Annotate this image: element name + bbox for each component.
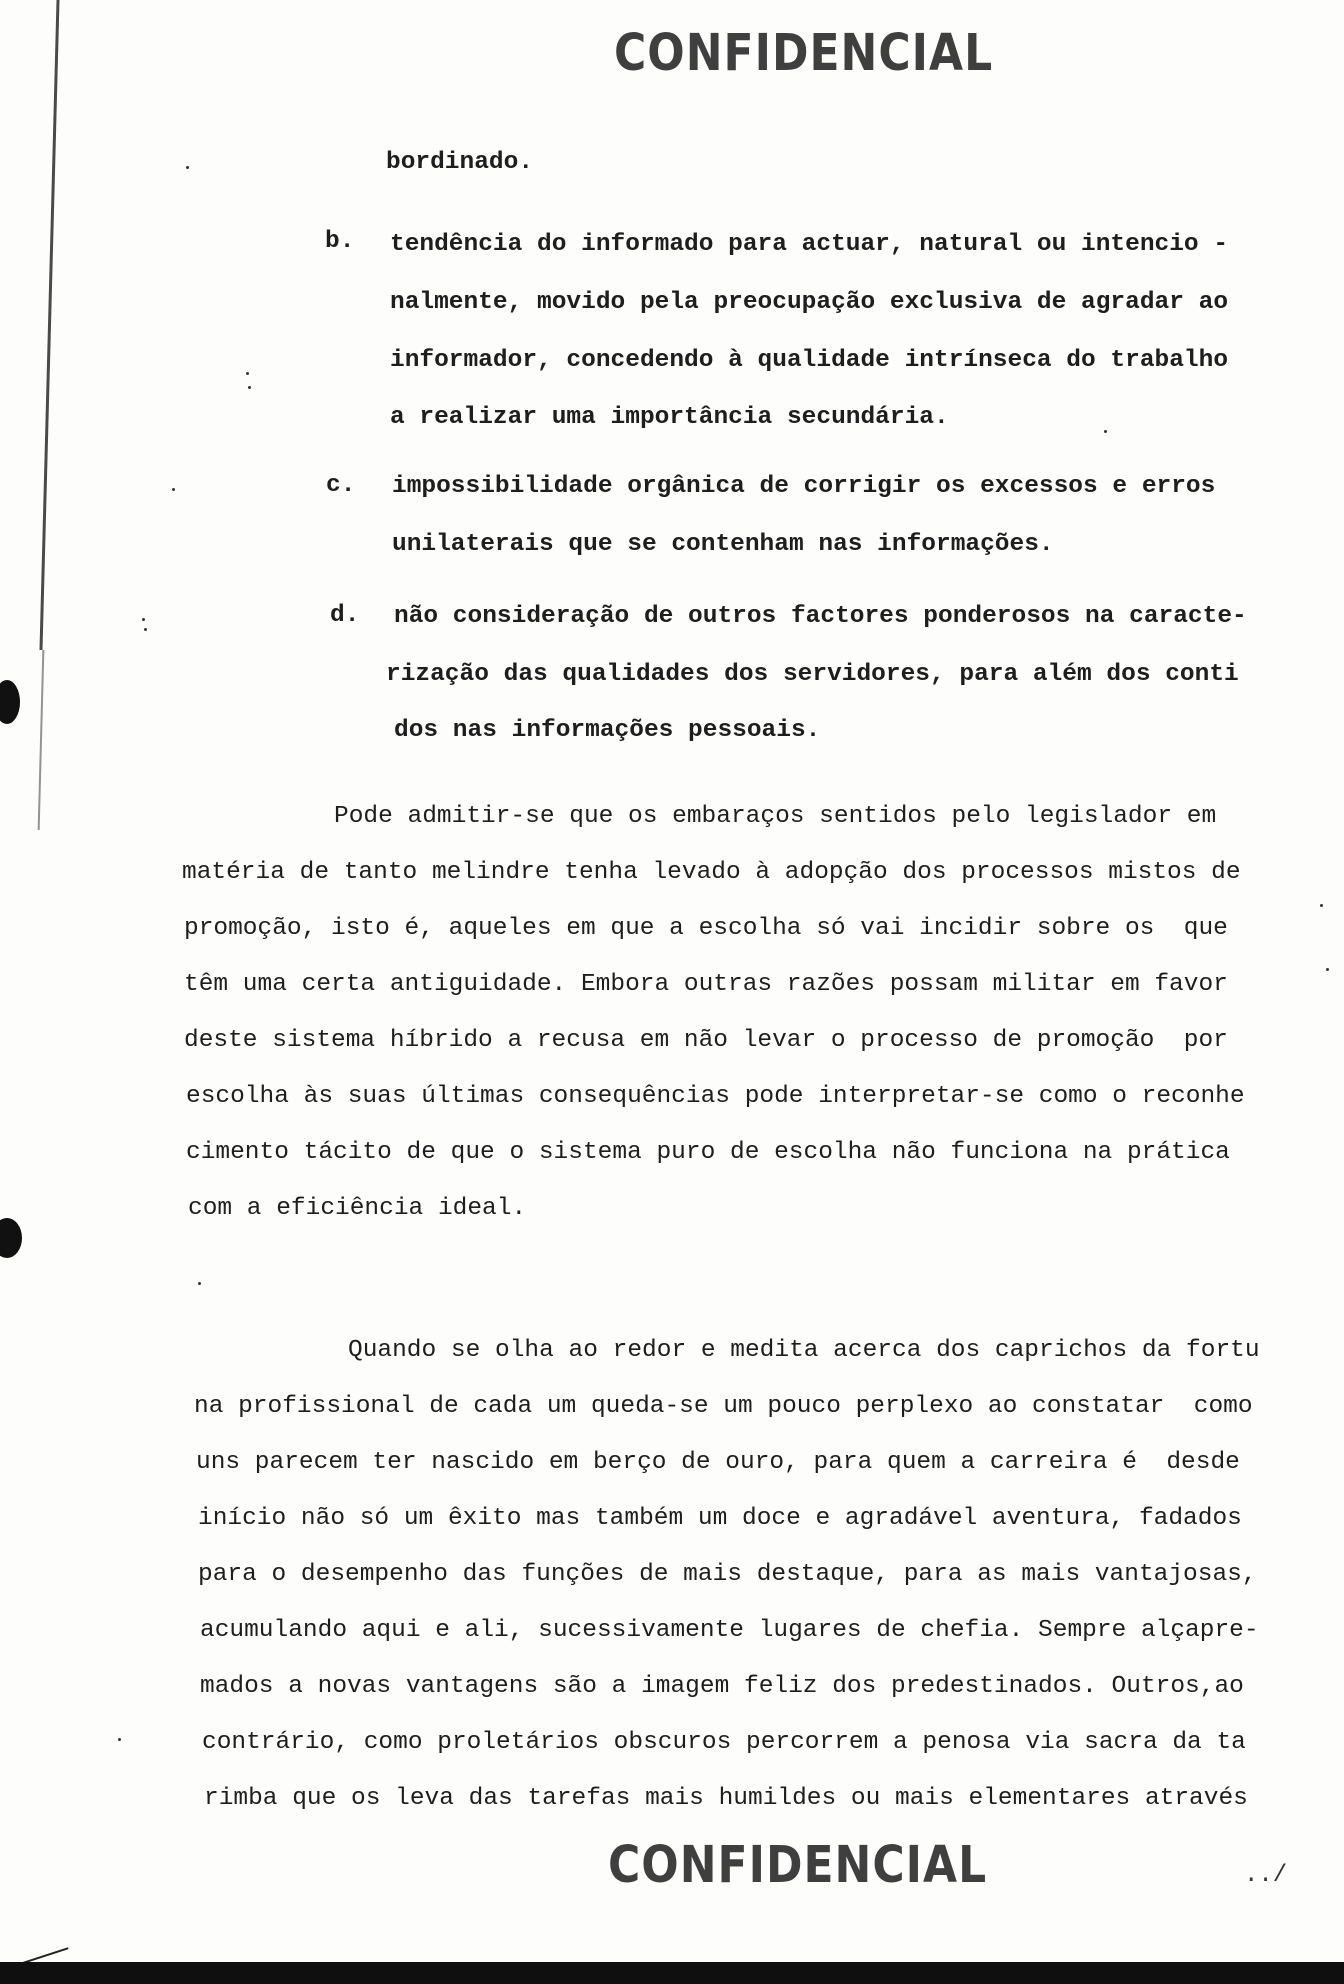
scan-bottom-band bbox=[0, 1962, 1344, 1984]
paragraph-2-line: mados a novas vantagens são a imagem feliz dos predestinados. Outros,ao bbox=[200, 1673, 1244, 1700]
confidential-stamp-header: CONFIDENCIAL bbox=[614, 24, 994, 83]
paragraph-1-line: promoção, isto é, aqueles em que a escolha só vai incidir sobre os que bbox=[184, 915, 1228, 942]
list-item-c-line: unilaterais que se contenham nas informações. bbox=[392, 531, 1054, 558]
scan-speck bbox=[118, 1738, 121, 1741]
scan-speck bbox=[186, 166, 189, 169]
scan-speck bbox=[246, 372, 249, 375]
scan-speck bbox=[172, 488, 175, 491]
list-item-b-label: b. bbox=[325, 228, 355, 255]
scan-speck bbox=[1320, 904, 1323, 907]
paragraph-1-line: Pode admitir-se que os embaraços sentidos pelo legislador em bbox=[334, 803, 1217, 830]
paragraph-2-line: na profissional de cada um queda-se um pouco perplexo ao constatar como bbox=[194, 1393, 1253, 1420]
paragraph-1-line: com a eficiência ideal. bbox=[188, 1195, 527, 1222]
list-item-c-line: impossibilidade orgânica de corrigir os excessos e erros bbox=[392, 473, 1216, 500]
scan-edge-line-lower bbox=[38, 650, 45, 830]
list-item-b-line: informador, concedendo à qualidade intrínseca do trabalho bbox=[390, 347, 1229, 374]
paragraph-2-line: início não só um êxito mas também um doce e agradável aventura, fadados bbox=[198, 1505, 1242, 1532]
list-item-d-line: dos nas informações pessoais. bbox=[394, 717, 821, 744]
continuation-mark: ../ bbox=[1244, 1862, 1288, 1889]
paragraph-1-line: têm uma certa antiguidade. Embora outras razões possam militar em favor bbox=[184, 971, 1228, 998]
list-item-b-line: nalmente, movido pela preocupação exclusiva de agradar ao bbox=[390, 289, 1229, 316]
list-continuation-line: bordinado. bbox=[386, 149, 534, 176]
paragraph-2-line: Quando se olha ao redor e medita acerca dos caprichos da fortu bbox=[348, 1337, 1260, 1364]
list-item-d-line: não consideração de outros factores ponderosos na caracte- bbox=[394, 603, 1247, 630]
list-item-d-label: d. bbox=[330, 602, 360, 629]
punch-hole-bottom bbox=[0, 1218, 22, 1258]
paragraph-2-line: para o desempenho das funções de mais destaque, para as mais vantajosas, bbox=[198, 1561, 1257, 1588]
list-item-c-label: c. bbox=[326, 472, 356, 499]
paragraph-1-line: matéria de tanto melindre tenha levado à adopção dos processos mistos de bbox=[182, 859, 1241, 886]
scan-edge-line bbox=[39, 0, 59, 650]
paragraph-1-line: cimento tácito de que o sistema puro de escolha não funciona na prática bbox=[186, 1139, 1230, 1166]
paragraph-1-line: deste sistema híbrido a recusa em não levar o processo de promoção por bbox=[184, 1027, 1228, 1054]
scan-speck bbox=[144, 628, 147, 631]
paragraph-2-line: contrário, como proletários obscuros percorrem a penosa via sacra da ta bbox=[202, 1729, 1246, 1756]
list-item-b-line: tendência do informado para actuar, natural ou intencio - bbox=[390, 231, 1229, 258]
punch-hole-top bbox=[0, 680, 20, 724]
paragraph-2-line: uns parecem ter nascido em berço de ouro, para quem a carreira é desde bbox=[196, 1449, 1240, 1476]
scan-speck bbox=[198, 1282, 201, 1285]
list-item-d-line: rização das qualidades dos servidores, para além dos conti bbox=[386, 661, 1239, 688]
scan-speck bbox=[248, 386, 251, 389]
scan-speck bbox=[1326, 968, 1329, 971]
list-item-b-line: a realizar uma importância secundária. bbox=[390, 404, 949, 431]
paragraph-2-line: acumulando aqui e ali, sucessivamente lugares de chefia. Sempre alçapre- bbox=[200, 1617, 1259, 1644]
paragraph-2-line: rimba que os leva das tarefas mais humildes ou mais elementares através bbox=[204, 1785, 1248, 1812]
scan-speck bbox=[142, 618, 145, 621]
confidential-stamp-footer: CONFIDENCIAL bbox=[608, 1836, 988, 1895]
scan-speck bbox=[1104, 430, 1107, 433]
paragraph-1-line: escolha às suas últimas consequências pode interpretar-se como o reconhe bbox=[186, 1083, 1245, 1110]
